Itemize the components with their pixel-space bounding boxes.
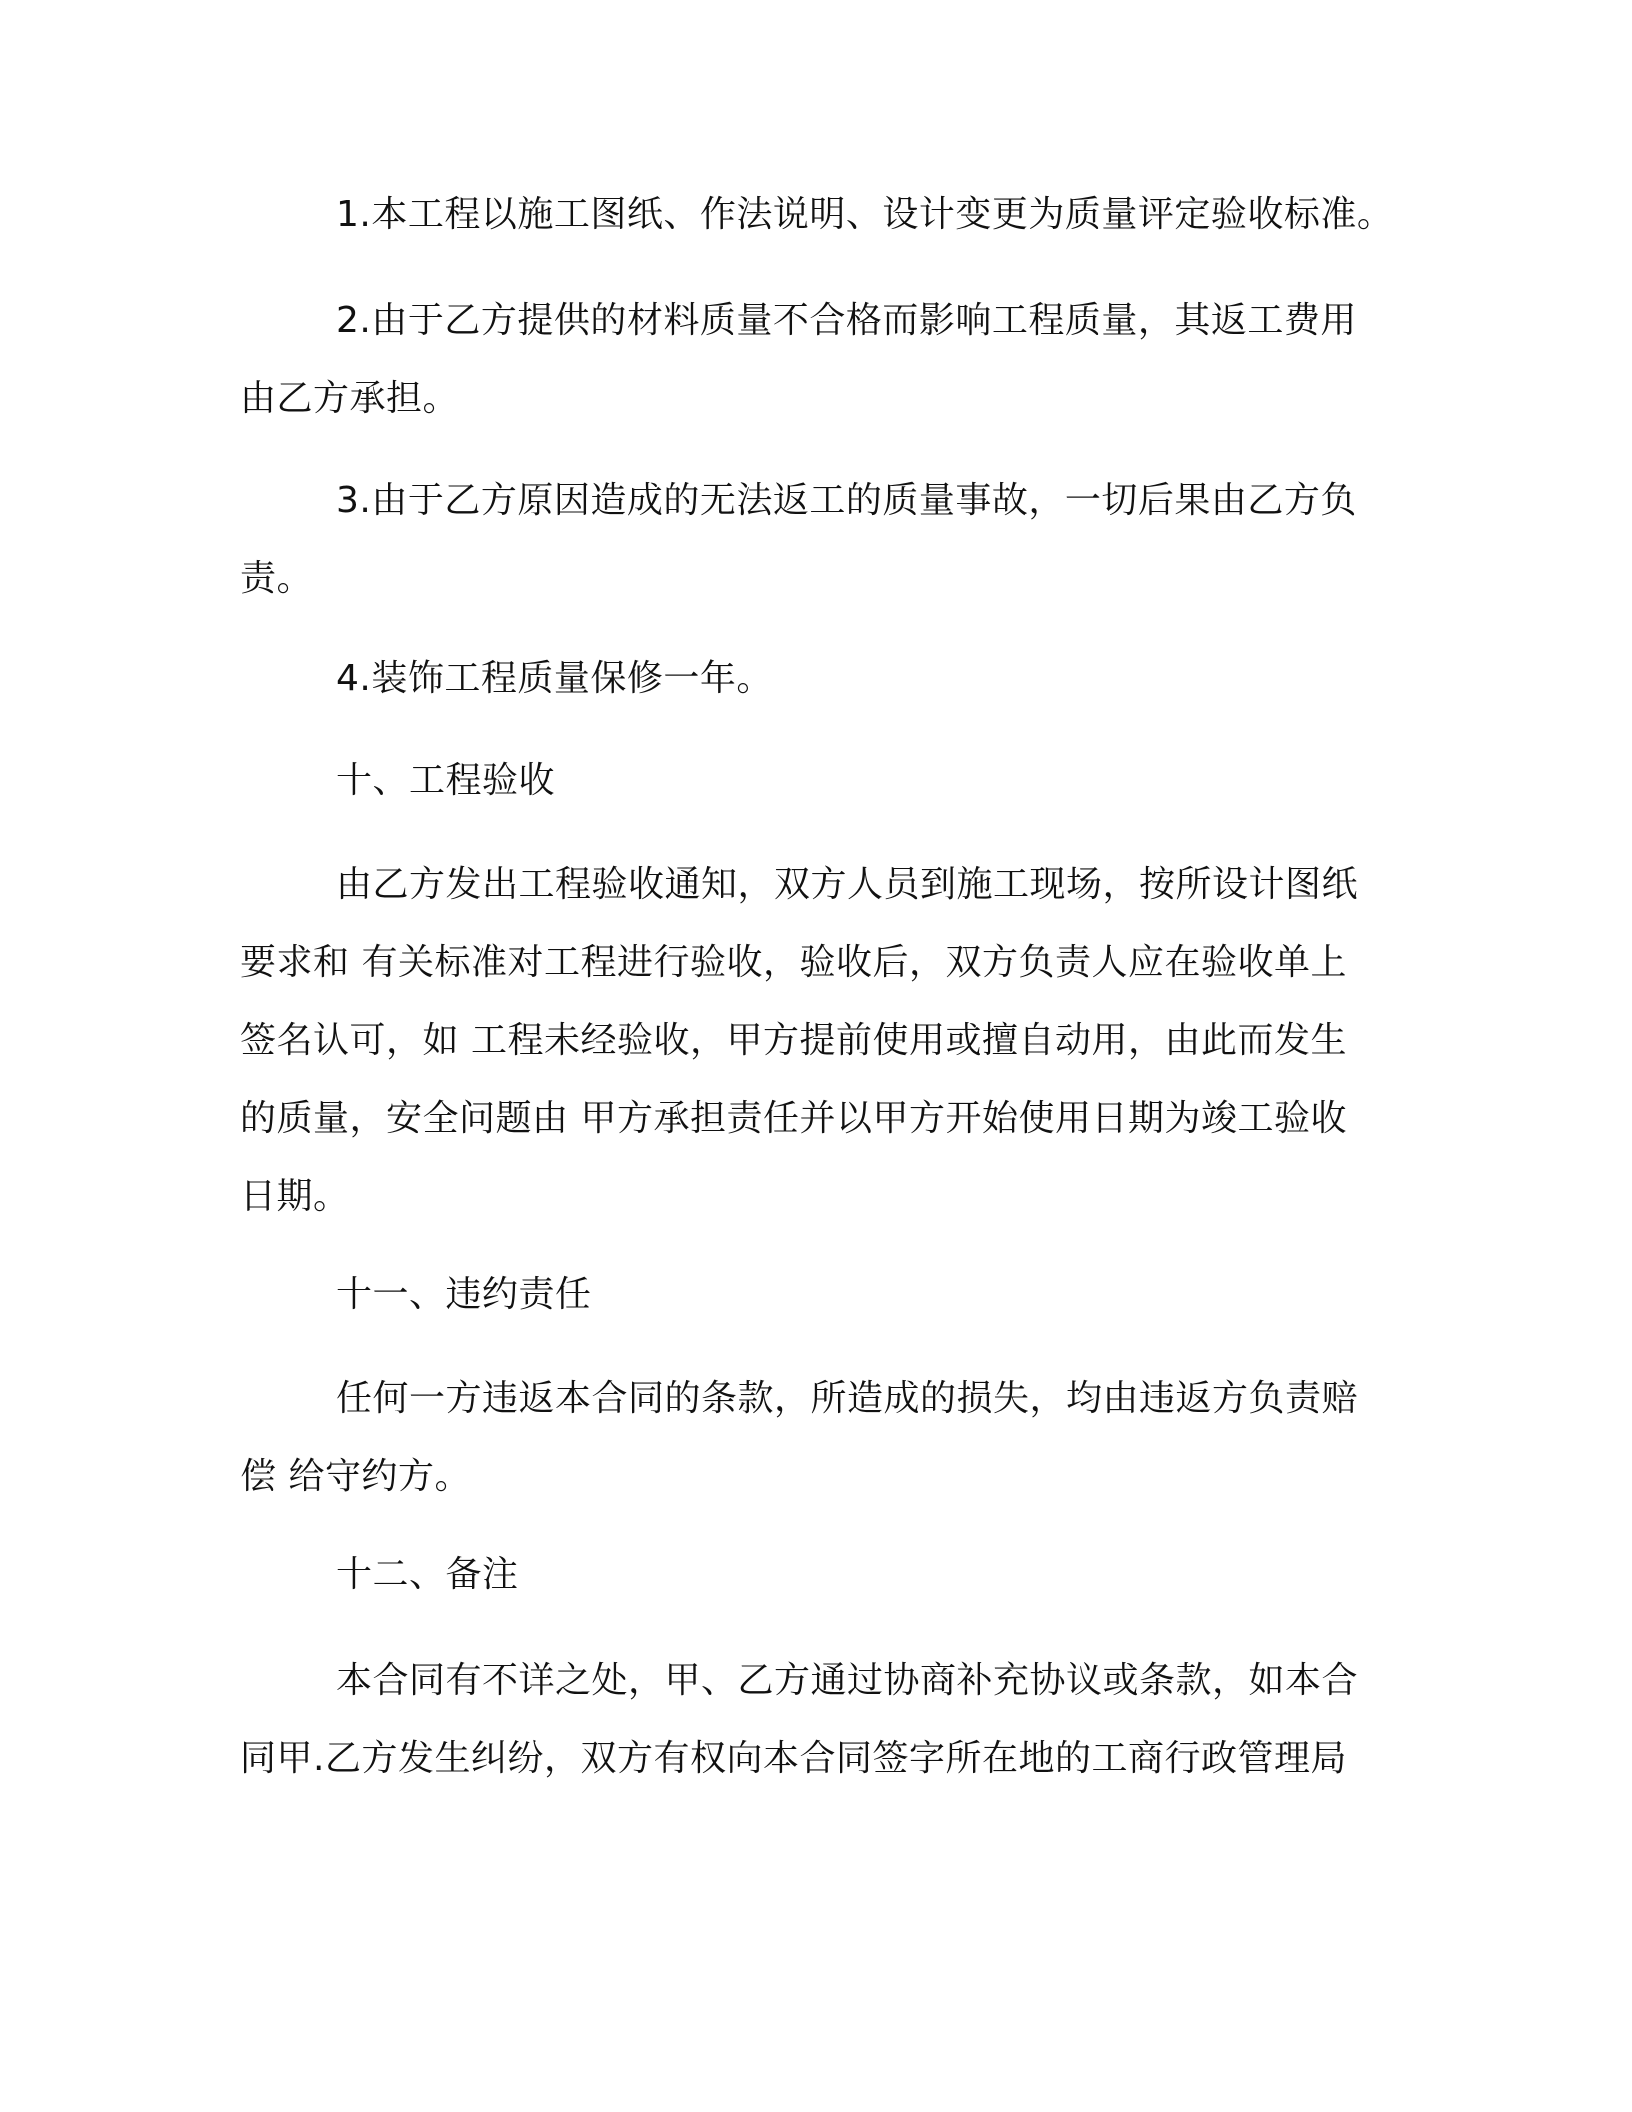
- acceptance-line-2: 要求和 有关标准对工程进行验收，验收后，双方负责人应在验收单上: [240, 942, 1347, 983]
- liability-line-2: 偿 给守约方。: [240, 1456, 471, 1497]
- acceptance-line-4: 的质量，安全问题由 甲方承担责任并以甲方开始使用日期为竣工验收: [240, 1098, 1347, 1139]
- clause-3-line-2: 责。: [240, 558, 314, 599]
- acceptance-line-5: 日期。: [240, 1176, 350, 1217]
- clause-2: [240, 282, 1380, 438]
- section-heading-11-text: 十一、违约责任: [336, 1274, 592, 1315]
- section-heading-11: [240, 1256, 1380, 1334]
- clause-3: [240, 462, 1380, 618]
- section-heading-10-text: 十、工程验收: [336, 760, 556, 801]
- clause-4-line-1: 4.装饰工程质量保修一年。: [336, 658, 773, 699]
- section-heading-12-text: 十二、备注: [336, 1554, 519, 1595]
- remarks-line-2: 同甲.乙方发生纠纷，双方有权向本合同签字所在地的工商行政管理局: [240, 1738, 1347, 1779]
- clause-4: [240, 640, 1380, 718]
- remarks-line-1: 本合同有不详之处，甲、乙方通过协商补充协议或条款，如本合: [336, 1660, 1359, 1701]
- liability-line-1: 任何一方违返本合同的条款，所造成的损失，均由违返方负责赔: [336, 1378, 1359, 1419]
- clause-2-line-1: 2.由于乙方提供的材料质量不合格而影响工程质量，其返工费用: [336, 300, 1357, 341]
- acceptance-line-1: 由乙方发出工程验收通知，双方人员到施工现场，按所设计图纸: [336, 864, 1359, 905]
- liability-paragraph: [240, 1360, 1380, 1516]
- section-heading-10: [240, 742, 1380, 820]
- section-heading-12: [240, 1536, 1380, 1614]
- acceptance-paragraph: [240, 846, 1380, 1236]
- clause-1-line-1: 1.本工程以施工图纸、作法说明、设计变更为质量评定验收标准。: [336, 194, 1394, 235]
- clause-1: [240, 176, 1394, 254]
- remarks-paragraph: [240, 1642, 1380, 1798]
- clause-2-line-2: 由乙方承担。: [240, 378, 460, 419]
- acceptance-line-3: 签名认可，如 工程未经验收，甲方提前使用或擅自动用，由此而发生: [240, 1020, 1347, 1061]
- clause-3-line-1: 3.由于乙方原因造成的无法返工的质量事故，一切后果由乙方负: [336, 480, 1357, 521]
